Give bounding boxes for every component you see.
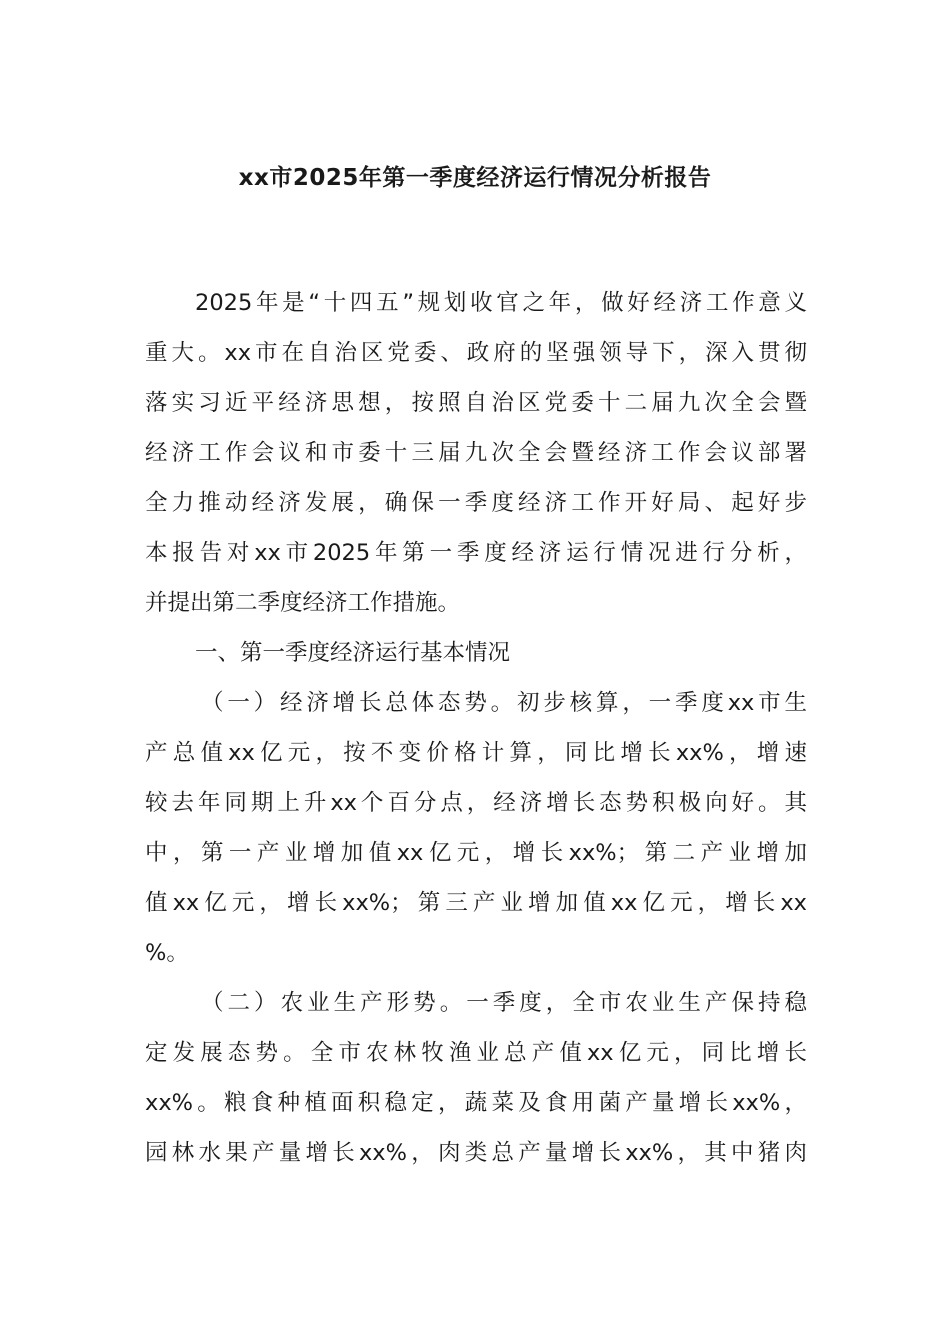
body-line: 值xx亿元，增长xx%；第三产业增加值xx亿元，增长xx: [145, 890, 807, 916]
body-line: （一）经济增长总体态势。初步核算，一季度xx市生: [201, 690, 807, 716]
body-line: 定发展态势。全市农林牧渔业总产值xx亿元，同比增长: [145, 1040, 807, 1066]
body-line: 较去年同期上升xx个百分点，经济增长态势积极向好。其: [145, 790, 807, 816]
body-line: （二）农业生产形势。一季度，全市农业生产保持稳: [201, 990, 807, 1016]
document-body: [145, 278, 807, 1178]
body-line: 园林水果产量增长xx%，肉类总产量增长xx%，其中猪肉: [145, 1140, 807, 1166]
body-line: 2025年是“十四五”规划收官之年，做好经济工作意义: [195, 290, 807, 316]
body-line: 并提出第二季度经济工作措施。: [145, 590, 461, 616]
body-line: xx%。粮食种植面积稳定，蔬菜及食用菌产量增长xx%，: [145, 1090, 807, 1116]
document-title: xx市2025年第一季度经济运行情况分析报告: [238, 165, 712, 191]
body-line: 一、第一季度经济运行基本情况: [195, 640, 511, 666]
body-line: 全力推动经济发展，确保一季度经济工作开好局、起好步: [145, 490, 807, 516]
body-line: 中，第一产业增加值xx亿元，增长xx%；第二产业增加: [145, 840, 807, 866]
body-line: 重大。xx市在自治区党委、政府的坚强领导下，深入贯彻: [145, 340, 807, 366]
body-line: 本报告对xx市2025年第一季度经济运行情况进行分析，: [145, 540, 807, 566]
body-line: 经济工作会议和市委十三届九次全会暨经济工作会议部署: [145, 440, 807, 466]
body-line: 落实习近平经济思想，按照自治区党委十二届九次全会暨: [145, 390, 807, 416]
body-line: %。: [145, 940, 189, 966]
body-line: 产总值xx亿元，按不变价格计算，同比增长xx%，增速: [145, 740, 807, 766]
